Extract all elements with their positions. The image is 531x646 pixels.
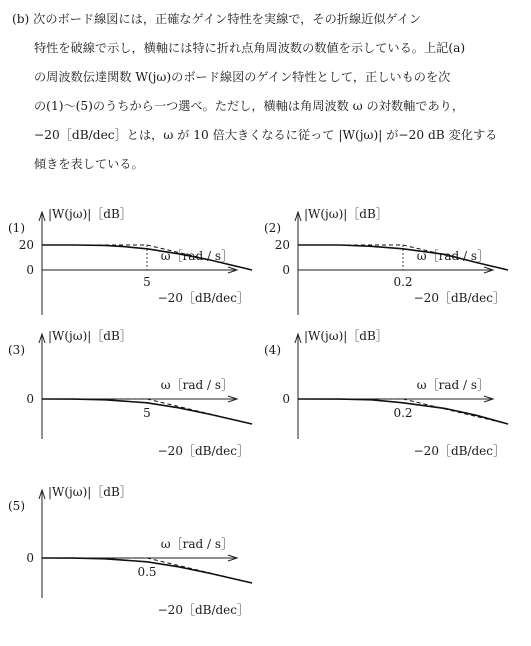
panel-label: (1) (8, 221, 25, 235)
slope-label: −20［dB/dec］ (157, 444, 249, 458)
x-axis-label: ω［rad / s］ (160, 537, 233, 551)
break-frequency-label: 5 (143, 406, 151, 420)
bode-plot (264, 207, 508, 315)
x-axis-label: ω［rad / s］ (160, 249, 233, 263)
y-axis-label: |W(jω)|［dB］ (304, 329, 388, 343)
bode-plot (8, 485, 252, 617)
break-frequency-label: 0.2 (393, 275, 413, 289)
bode-plots-svg (0, 200, 531, 640)
bode-plot (8, 329, 252, 458)
bode-plot (8, 207, 252, 315)
break-frequency-label: 0.2 (393, 406, 413, 420)
slope-label: −20［dB/dec］ (157, 291, 249, 305)
question-line: 傾きを表している。 (34, 157, 144, 171)
slope-label: −20［dB/dec］ (413, 444, 505, 458)
panel-label: (3) (8, 343, 25, 357)
y-tick-label: 20 (18, 238, 34, 252)
y-tick-label: 0 (26, 263, 34, 277)
y-axis-label: |W(jω)|［dB］ (48, 207, 132, 221)
break-frequency-label: 5 (143, 275, 151, 289)
panel-label: (4) (264, 343, 281, 357)
slope-label: −20［dB/dec］ (413, 291, 505, 305)
y-tick-label: 0 (282, 263, 290, 277)
y-axis-label: |W(jω)|［dB］ (48, 485, 132, 499)
y-tick-label: 0 (26, 551, 34, 565)
y-tick-label: 0 (26, 392, 34, 406)
question-line: 特性を破線で示し，横軸には特に折れ点角周波数の数値を示している。上記(a) (34, 41, 466, 55)
slope-label: −20［dB/dec］ (157, 603, 249, 617)
panel-label: (5) (8, 499, 25, 513)
y-axis-label: |W(jω)|［dB］ (304, 207, 388, 221)
bode-plot (264, 329, 508, 458)
x-axis-label: ω［rad / s］ (416, 249, 489, 263)
panel-label: (2) (264, 221, 281, 235)
x-axis-label: ω［rad / s］ (416, 378, 489, 392)
bode-figure (0, 200, 531, 640)
question-line: の周波数伝達関数 W(jω)のボード線図のゲイン特性として，正しいものを次 (34, 70, 451, 84)
question-line: (b) 次のボード線図には，正確なゲイン特性を実線で，その折線近似ゲイン (12, 12, 422, 26)
y-axis-label: |W(jω)|［dB］ (48, 329, 132, 343)
y-tick-label: 0 (282, 392, 290, 406)
y-tick-label: 20 (274, 238, 290, 252)
question-text (0, 0, 531, 190)
question-line: −20［dB/dec］とは，ω が 10 倍大きくなるに従って |W(jω)| が−20 dB 変化する (34, 128, 498, 142)
x-axis-label: ω［rad / s］ (160, 378, 233, 392)
question-line: の(1)～(5)のうちから一つ選べ。ただし，横軸は角周波数 ω の対数軸であり， (34, 99, 465, 113)
break-frequency-label: 0.5 (137, 565, 157, 579)
